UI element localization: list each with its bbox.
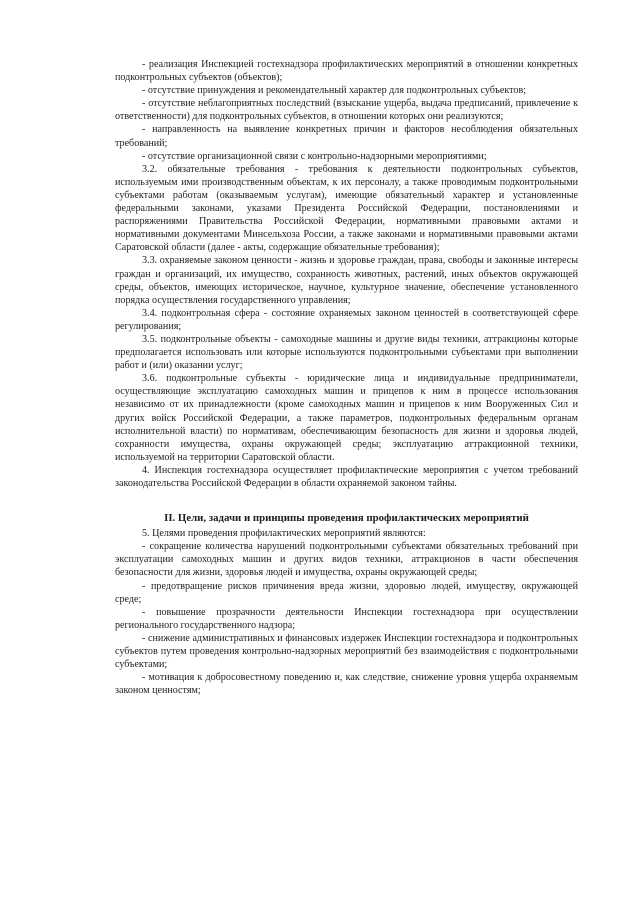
paragraph: 5. Целями проведения профилактических мероприятий являются: [142,528,426,540]
paragraph: - сокращение количества нарушений подконтрольными субъектами обязательных требований при эксплуатации самоходных машин и других видов техники, аттракционов в части обеспечения безопасности для жизни, здоровья людей и имущества, охраны окружающей среды; [115,541,578,579]
paragraph: - повышение прозрачности деятельности Инспекции гостехнадзора при осуществлении регионального государственного надзора; [115,606,578,631]
paragraph: 4. Инспекция гостехнадзора осуществляет профилактические мероприятия с учетом требований законодательства Российской Федерации в области охраняемой законом тайны. [115,464,578,489]
paragraph: - реализация Инспекцией гостехнадзора профилактических мероприятий в отношении конкретных подконтрольных субъектов (объектов); [115,59,578,84]
paragraph: - отсутствие неблагоприятных последствий (взыскание ущерба, выдача предписаний, привлечение к ответственности) для подконтрольных субъектов, в отношении которых они реализуются; [115,98,578,123]
paragraph: - снижение административных и финансовых издержек Инспекции гостехнадзора и подконтрольных субъектов путем проведения контрольно-надзорных мероприятий без взаимодействия с подконтрольными субъектами; [115,632,578,671]
section-heading: II. Цели, задачи и принципы проведения профилактических мероприятий [164,512,529,525]
paragraph: 3.4. подконтрольная сфера - состояние охраняемых законом ценностей в соответствующей сфере регулирования; [115,307,578,332]
paragraph: 3.6. подконтрольные субъекты - юридические лица и индивидуальные предприниматели, осуществляющие эксплуатацию самоходных машин и прицепов к ним в процессе использования независимо от их принадлежности (кроме самоходных машин и прицепов к ним Вооруженных Сил и других войск Российской Федерации, а также параметров, подконтрольных федеральным органам исполнительной власти) по нормативам, обеспечивающим безопасность для жизни и здоровья людей, сохранности имущества, охраны окружающей среды; эксплуатацию аттракционной техники, используемой на территории Саратовской области. [115,373,578,463]
paragraph: 3.3. охраняемые законом ценности - жизнь и здоровье граждан, права, свободы и законные интересы граждан и организаций, их имущество, сохранность животных, растений, иных объектов окружающей среды, объектов, имеющих историческое, научное, культурное значение, обеспечение установленного порядка осуществления государственного управления; [115,255,578,306]
paragraph: - предотвращение рисков причинения вреда жизни, здоровью людей, имуществу, окружающей среде; [115,580,578,605]
paragraph: 3.2. обязательные требования - требования к деятельности подконтрольных субъектов, используемым ими производственным объектам, к их персоналу, а также проводимым подконтрольными субъектами работам (оказываемым услугам), имеющие обязательный характер и установленные федеральными законами, указами Президента Российской Федерации, постановлениями и распоряжениями Правительства Российской Федерации, нормативными правовыми актами и нормативными документами Минсельхоза России, а также законами и нормативными правовыми актами Саратовской области (далее - акты, содержащие обязательные требования); [115,163,578,254]
paragraph: - направленность на выявление конкретных причин и факторов несоблюдения обязательных требований; [115,124,578,149]
paragraph: - отсутствие принуждения и рекомендательный характер для подконтрольных субъектов; [142,85,527,97]
paragraph: - отсутствие организационной связи с контрольно-надзорными мероприятиями; [142,150,487,162]
document-page [115,58,578,697]
paragraph: 3.5. подконтрольные объекты - самоходные машины и другие виды техники, аттракционы которые предполагается использовать или которые используются подконтрольными субъектами при выполнении работ и (или) оказании услуг; [115,333,578,372]
paragraph: - мотивация к добросовестному поведению и, как следствие, снижение уровня ущерба охраняемым законом ценностям; [115,672,578,697]
